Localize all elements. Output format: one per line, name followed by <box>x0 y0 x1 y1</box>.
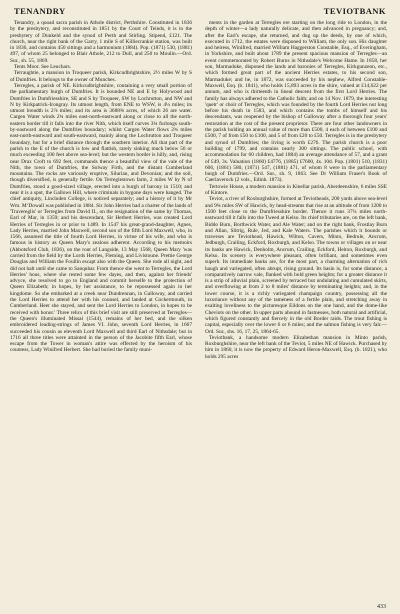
right-column <box>205 20 387 602</box>
page-number: 433 <box>377 604 386 610</box>
left-column <box>10 20 192 602</box>
running-header-right: TEVIOTBANK <box>323 6 386 16</box>
running-header-left: TENANDRY <box>14 6 66 16</box>
entry-tertowie-house: Tertowie House, a modern mansion in Kinellar parish, Aberdeenshire, 6 miles SSE of Kintore. <box>205 183 387 197</box>
entry-terregles-continued: ments in the garden at Terregles ere starting on the long ride to London, in the depth of winter—a lady naturally delicate, and then advanced in pregnancy; and, after the Earl's escape, she returned, and dug up the deeds, by one of which, executed in 1712, the estates were disponed to William, the only son. His daughter and heiress, Winifred, married William Haggerston Constable, Esq., of Everingham, in Yorkshire, and built about 1789 the present spacious mansion of Terregles—an event commemorated by Robert Burns in Nithsdale's Welcome Hame. In 1858, her son, Marmaduke, disponed the lands and baronies of Terregles, Kirkgunzeon, etc., which formed great part of the ancient Herries estates, to his second son, Marmaduke; and he, in 1872, was succeeded by his nephew, Alfred Constable-Maxwell, Esq. (b. 1841), who holds 15,893 acres in the shire, valued at £14,622 per annum, and who is thirteenth in lineal descent from the first Lord Herries. The family has always adhered to the Catholic faith; and on 14 Nov. 1879, the interesting 'quetr' or choir of Terregles, which was founded by the fourth Lord Herries not long before his death in 1583, and which contains the tombs of himself and his descendants, was reopened by the bishop of Galloway after a thorough four years' restoration at the cost of the present proprietor. There are four other landowners in the parish holding an annual value of more than £500, 4 each of between £100 and £500, 7 of from £50 to £100, and 5 of from £20 to £50. Terregles is in the presbytery and synod of Dumfries; the living is worth £276. The parish church is a poor building of 1799, and contains nearly 300 sittings. The public school, with accommodation for 60 children, had 1884) an average attendance of 57, and a grant of £49, 3s. Valuation (1860) £4776, (1885) £7600, 4s. 10d. Pop. (1801) 510, (1831) 606, (1861) 580, (1871) 547, (1881) 471, of whom 8 were in the parliamentary burgh of Dumfries.—Ord. Sur., sh. 9, 1863. See Dr William Fraser's Book of Caerlaverock (2 vols., Edinb. 1873). <box>205 20 387 184</box>
entry-terregles: Terregles, a parish of NE. Kirkcudbrightshire, containing a very small portion of the parliamentary burgh of Dumfries. It is bounded NE and E by Holywood and Dumfries in Dumfriesshire, SE and S by Troqueer, SW by Lochrutton, and NW and N by Kirkpatrick-Irongray. Its utmost length, from ENE to WSW, is 4¼ miles; its utmost breadth is 2⅞ miles; and its area is 3688⅜ acres, of which 26 are water. Cargen Water winds 2¾ miles east-north-eastward along or close to all the north-eastern border till it falls into the river Nith, which itself curves 3¾ furlongs south-by-eastward along the Dumfries boundary; whilst Cargen Water flows 2¾ miles east-north-eastward and south-eastward, mainly along the Lochrutton and Troqueer boundary, but for a brief distance through the southern interior. All that part of the parish to the E of the church is low and flattish, rarely sinking much below 50 or much exceeding 100 feet above sea-level; but the western border is hilly, and, rising near Drax Croft to 692 feet, commands thence a beautiful view of the vale of the Nith, the town of Dumfries, the Solway Firth, and the distant Cumberland mountains. The rocks are variously eruptive, Silurian, and Devonian; and the soil, though diversified, is generally fertile. On Terreglestown farm, 2 miles W by N of Dumfries, stood a good-sized village, erected into a burgh of barony in 1510; and near it is a spot, the Gallows Hill, where criminals in bygone days were hanged. The chief antiquity, Lincluden College, is noticed separately; and a history of it by Mr Wm. M‘Dowall was published in 1884. Sir John Herries had a charter of the lands of 'Travereglis' or Terregles from David II., on the resignation of the same by Thomas, Earl of Mar, in 1359; and his descendant, Sir Herbert Herries, was created Lord Herries of Terregles in or prior to 1489. In 1547 his great-grand-daughter, Agnes, Lady Herries, married John Maxwell, second son of the fifth Lord Maxwell, who, in 1566, assumed the title of fourth Lord Herries, in virtue of his wife, and who is famous in history as Queen Mary's zealous adherent. According to his memoirs (Abbotsford Club, 1836), on the rout of Langside, 13 May 1568, Queen Mary 'was carried from the field by the Lords Herries, Fleming, and Livistoune. Prettie George Douglas and William the Foullin escapt also with the Queen. She rode all night, and did not halt until she came to Sanquhar. From thence she went to Terregles, the Lord Herries' hous, where she rested some few dayes, and then, against her friends' advyce, she resolved to go to England and commit herselfe to the protection of Queen Elizabeth; in hopes, by her assistance, to be repossessed again in her kingdome. So she embarked at a creek near Dundrennan, in Galloway, and carried the Lord Herries to attend her with his counsel, and landed at Cockermouth, in Cumberland. Heer she stayed, and sent the Lord Herries to London, in hopes to be received with honor.' Three relics of this brief visit are still preserved at Terregles—the Queen's illuminated Missal (1544), remains of her bed, and the silken embroidered leading-strings of James VI. John, seventh Lord Herries, in 1667 succeeded his cousin as eleventh Lord Maxwell and third Earl of Nithsdale; but in 1716 all three titles were attainted in the person of the Jacobite fifth Earl, whose escape from the Tower in woman's attire was effected by the heroism of his countess, Lady Winifred Herbert. She had buried the family muni- <box>10 82 192 354</box>
entry-teviotbank: Teviotbank, a handsome modern Elizabethan mansion in Minto parish, Roxburghshire, near the left bank of the Teviot, 5 miles NE of Hawick. Purchased by him in 1860, it is now the property of Edward Heron-Maxwell, Esq. (b. 1821), who holds 295 acres <box>205 334 387 360</box>
entry-teviot: Teviot, a river of Roxburghshire, formed at Teviotheads, 200 yards above sea-level and 9¾ miles SW of Hawick, by head-streams that rise at an altitude of from 1200 to 1500 feet close to the Dumfriesshire border. Thence it runs 37¼ miles north-eastward till it falls into the Tweed at Kelso. Its chief tributaries are, on the left bank, Biddo Burn, Borthwick Water, and Ale Water; and on the right bank, Frostlay Burn and Allan, Slitrig, Rule, Jed, and Kale Waters. The parishes which it bounds or traverses are Teviothead, Hawick, Wilton, Cavers, Minto, Bedrule, Ancrum, Jedburgh, Crailing, Eckford, Roxburgh, and Kelso. The towns or villages on or near its banks are Hawick, Denholm, Ancrum, Crailing, Eckford, Heiton, Roxburgh, and Kelso. Its scenery is everywhere pleasant, often brilliant, and sometimes even superb. Its immediate banks are, for the most part, a charming alternation of rich haugh and variegated, often abrupt, rising ground. Its basin is, for some distance, a comparatively narrow vale, flanked with bold green heights; for a greater distance it is a strip of alluvial plain, screened by terraced but undulating and cumulated skirts, and overflowing at from 2 to 8 miles' distance by terminating heights; and, in the lower course, it is a richly variegated champaign country, possessing all the luxuriance without any of the tameness of a fertile plain, and stretching away in exalting loveliness to the picturesque Eildons on the one hand, and the dome-like Cheviots on the other. In upper parts abound in fastnesses, both natural and artificial, which figured constantly and fiercely in the old Border raids. The trout fishing is capital, especially over the lower 6 or 6 miles; and the salmon fishing is very fair.—Ord. Sur., shs. 16, 17, 25, 1864-65. <box>205 196 387 335</box>
entry-tents-moor: Tents Moor. See Leuchars. <box>14 64 72 71</box>
entry-terraughtie: Terraughtie, a mansion in Troqueer parish, Kirkcudbrightshire, 2½ miles W by S of Dumfries. It belongs to the owner of Munches. <box>10 70 192 83</box>
entry-tenandry: Tenandry, a quoad sacra parish in Athole district, Perthshire. Constituted in 1836 by the presbytery, and reconstituted in 1851 by the Court of Teinds, it is in the presbytery of Dunkeld and the synod of Perth and Stirling. Stipend, £121. The church, near the right bank of the Garry, 1 mile S of Killiecrankie station, was built in 1836, and contains 450 sittings and a harmonium (1884). Pop. (1871) 530, (1881) 497, of whom 25 belonged to Blair Athole, 212 to Dull, and 250 to Moulin.—Ord. Sur., sh. 55, 1869. <box>10 20 192 64</box>
